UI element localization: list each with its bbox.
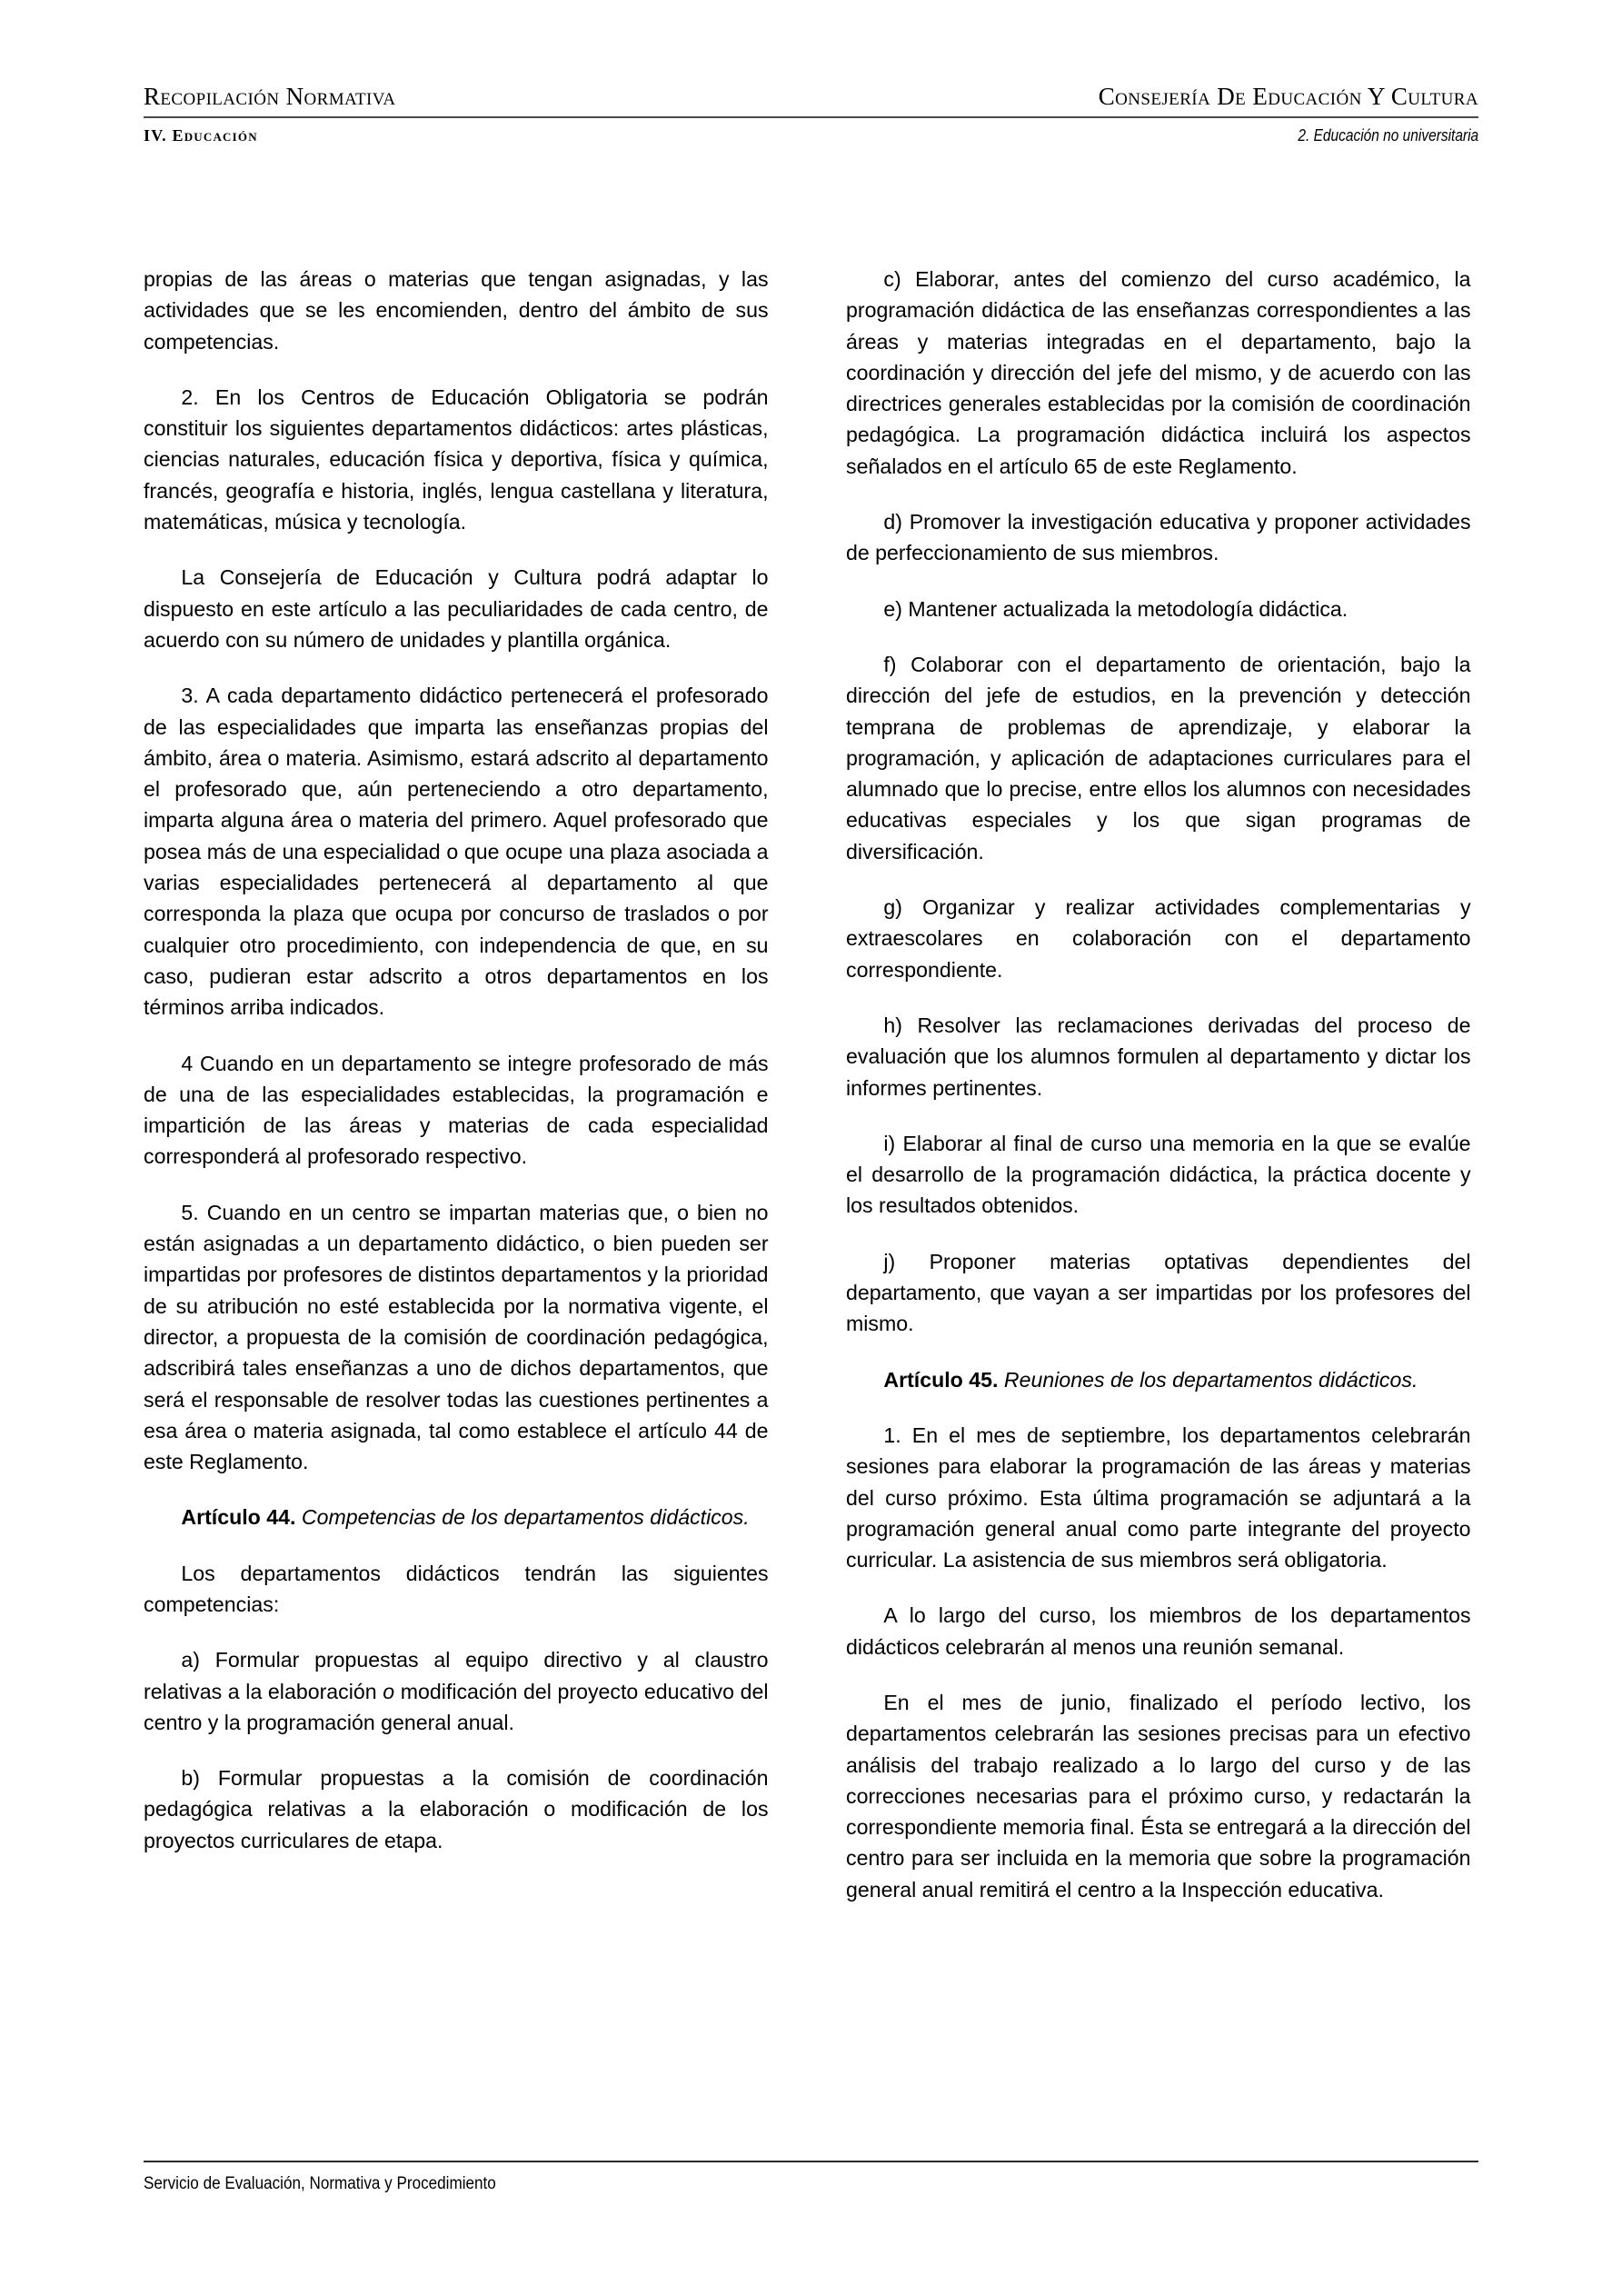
list-item-e: e) Mantener actualizada la metodología didáctica. [883, 596, 1348, 621]
left-column [144, 264, 778, 1905]
articulo-45-label: Artículo 45. [883, 1367, 999, 1392]
header-titles-row [144, 84, 1478, 115]
list-item-h: h) Resolver las reclamaciones derivadas del proceso de evaluación que los alumnos formulen al departamento y dictar los informes pertinentes. [846, 1013, 1471, 1100]
header-title-right: Consejería De Educación Y Cultura [1098, 83, 1478, 110]
paragraph-point-4: 4 Cuando en un departamento se integre profesorado de más de una de las especialidades establecidas, la programación e impartición de las áreas y materias de cada especialidad corresponderá al profesorado respectivo. [144, 1051, 769, 1169]
paragraph-point-5: 5. Cuando en un centro se impartan materias que, o bien no están asignadas a un departamento didáctico, o bien pueden ser impartidas por profesores de distintos departamentos y la prioridad de su atribución no esté establecida por la normativa vigente, el director, a propuesta de la comisión de coordinación pedagógica, adscribirá tales enseñanzas a uno de dichos departamentos, que será el responsable de resolver todas las cuestiones pertinentes a esa área o materia asignada, tal como establece el artículo 44 de este Reglamento. [144, 1200, 769, 1474]
list-item-c: c) Elaborar, antes del comienzo del curso académico, la programación didáctica de las enseñanzas correspondientes a las áreas y materias integradas en el departamento, bajo la coordinación y dirección del jefe del mismo, y de acuerdo con las directrices generales establecidas por la comisión de coordinación pedagógica. La programación didáctica incluirá los aspectos señalados en el artículo 65 de este Reglamento. [846, 267, 1471, 478]
paragraph-consejeria-adaptar: La Consejería de Educación y Cultura podrá adaptar lo dispuesto en este artículo a las peculiaridades de cada centro, de acuerdo con su número de unidades y plantilla orgánica. [144, 565, 769, 652]
list-item-f: f) Colaborar con el departamento de orientación, bajo la dirección del jefe de estudios, en la prevención y detección temprana de problemas de aprendizaje, y elaborar la programación, y aplicación de adaptaciones curriculares para el alumnado que lo precise, entre ellos los alumnos con necesidades educativas especiales y los que sigan programas de diversificación. [846, 652, 1471, 863]
right-column [846, 264, 1480, 1905]
paragraph-point-3: 3. A cada departamento didáctico pertenecerá el profesorado de las especialidades que imparta las enseñanzas propias del ámbito, área o materia. Asimismo, estará adscrito al departamento el profesorado que, aún perteneciendo a otro departamento, imparta alguna área o materia del primero. Aquel profesorado que posea más de una especialidad o que ocupe una plaza asociada a varias especialidades pertenecerá al departamento al que corresponda la plaza que ocupa por concurso de traslados o por cualquier otro procedimiento, con independencia de que, en su caso, pudieran estar adscrito a otros departamentos en los términos arriba indicados. [144, 684, 769, 1020]
list-item-a-text-2: modificación del proyecto educativo del centro y la programación general anual. [144, 1679, 769, 1734]
list-item-a [144, 1644, 769, 1738]
articulo-44-title: Competencias de los departamentos didácticos. [301, 1505, 750, 1530]
paragraph-continuation: propias de las áreas o materias que tengan asignadas, y las actividades que se les encomienden, dentro del ámbito de sus competencias. [144, 267, 769, 354]
header-section-left: IV. Educación [144, 125, 258, 145]
list-item-d: d) Promover la investigación educativa y proponer actividades de perfeccionamiento de sus miembros. [846, 510, 1471, 565]
list-item-a-italic-o: o [383, 1679, 395, 1703]
articulo-44-label: Artículo 44. [181, 1505, 296, 1530]
paragraph-competencias-intro: Los departamentos didácticos tendrán las siguientes competencias: [144, 1561, 769, 1616]
list-item-g: g) Organizar y realizar actividades complementarias y extraescolares en colaboración con el departamento correspondiente. [846, 895, 1471, 982]
header-section-right: 2. Educación no universitaria [1298, 125, 1478, 145]
page-footer [144, 2161, 1478, 2194]
articulo-45-title: Reuniones de los departamentos didácticos. [1003, 1367, 1418, 1392]
footer-divider [144, 2161, 1478, 2162]
paragraph-45-memoria-final: En el mes de junio, finalizado el período lectivo, los departamentos celebrarán las sesiones precisas para un efectivo análisis del trabajo realizado a lo largo del curso y de las correcciones necesarias para el próximo curso, y redactarán la correspondiente memoria final. Ésta se entregará a la dirección del centro para ser incluida en la memoria que sobre la programación general anual remitirá el centro a la Inspección educativa. [846, 1690, 1471, 1902]
document-body [144, 264, 1479, 1905]
paragraph-45-reunion-semanal: A lo largo del curso, los miembros de los departamentos didácticos celebrarán al menos una reunión semanal. [846, 1603, 1471, 1659]
page-header [144, 84, 1478, 145]
list-item-i: i) Elaborar al final de curso una memoria en la que se evalúe el desarrollo de la programación didáctica, la práctica docente y los resultados obtenidos. [846, 1131, 1471, 1218]
paragraph-point-2: 2. En los Centros de Educación Obligatoria se podrán constituir los siguientes departamentos didácticos: artes plásticas, ciencias naturales, educación física y deportiva, física y química, francés, geografía e historia, inglés, lengua castellana y literatura, matemáticas, música y tecnología. [144, 384, 769, 534]
list-item-b: b) Formular propuestas a la comisión de coordinación pedagógica relativas a la elaboración o modificación de los proyectos curriculares de etapa. [144, 1766, 769, 1852]
heading-articulo-44 [144, 1502, 769, 1532]
header-divider [144, 116, 1478, 118]
footer-text: Servicio de Evaluación, Normativa y Procedimiento [144, 2174, 496, 2193]
list-item-a-text-1: a) Formular propuestas al equipo directivo y al claustro relativas a la elaboración [144, 1648, 769, 1703]
paragraph-45-point-1: 1. En el mes de septiembre, los departamentos celebrarán sesiones para elaborar la programación de las áreas y materias del curso próximo. Esta última programación se adjuntará a la programación general anual como parte integrante del proyecto curricular. La asistencia de sus miembros será obligatoria. [846, 1423, 1471, 1572]
heading-articulo-45 [846, 1364, 1471, 1395]
header-title-left: Recopilación Normativa [144, 83, 396, 110]
list-item-j: j) Proponer materias optativas dependientes del departamento, que vayan a ser impartidas por los profesores del mismo. [846, 1249, 1471, 1336]
header-section-row [144, 126, 1478, 145]
